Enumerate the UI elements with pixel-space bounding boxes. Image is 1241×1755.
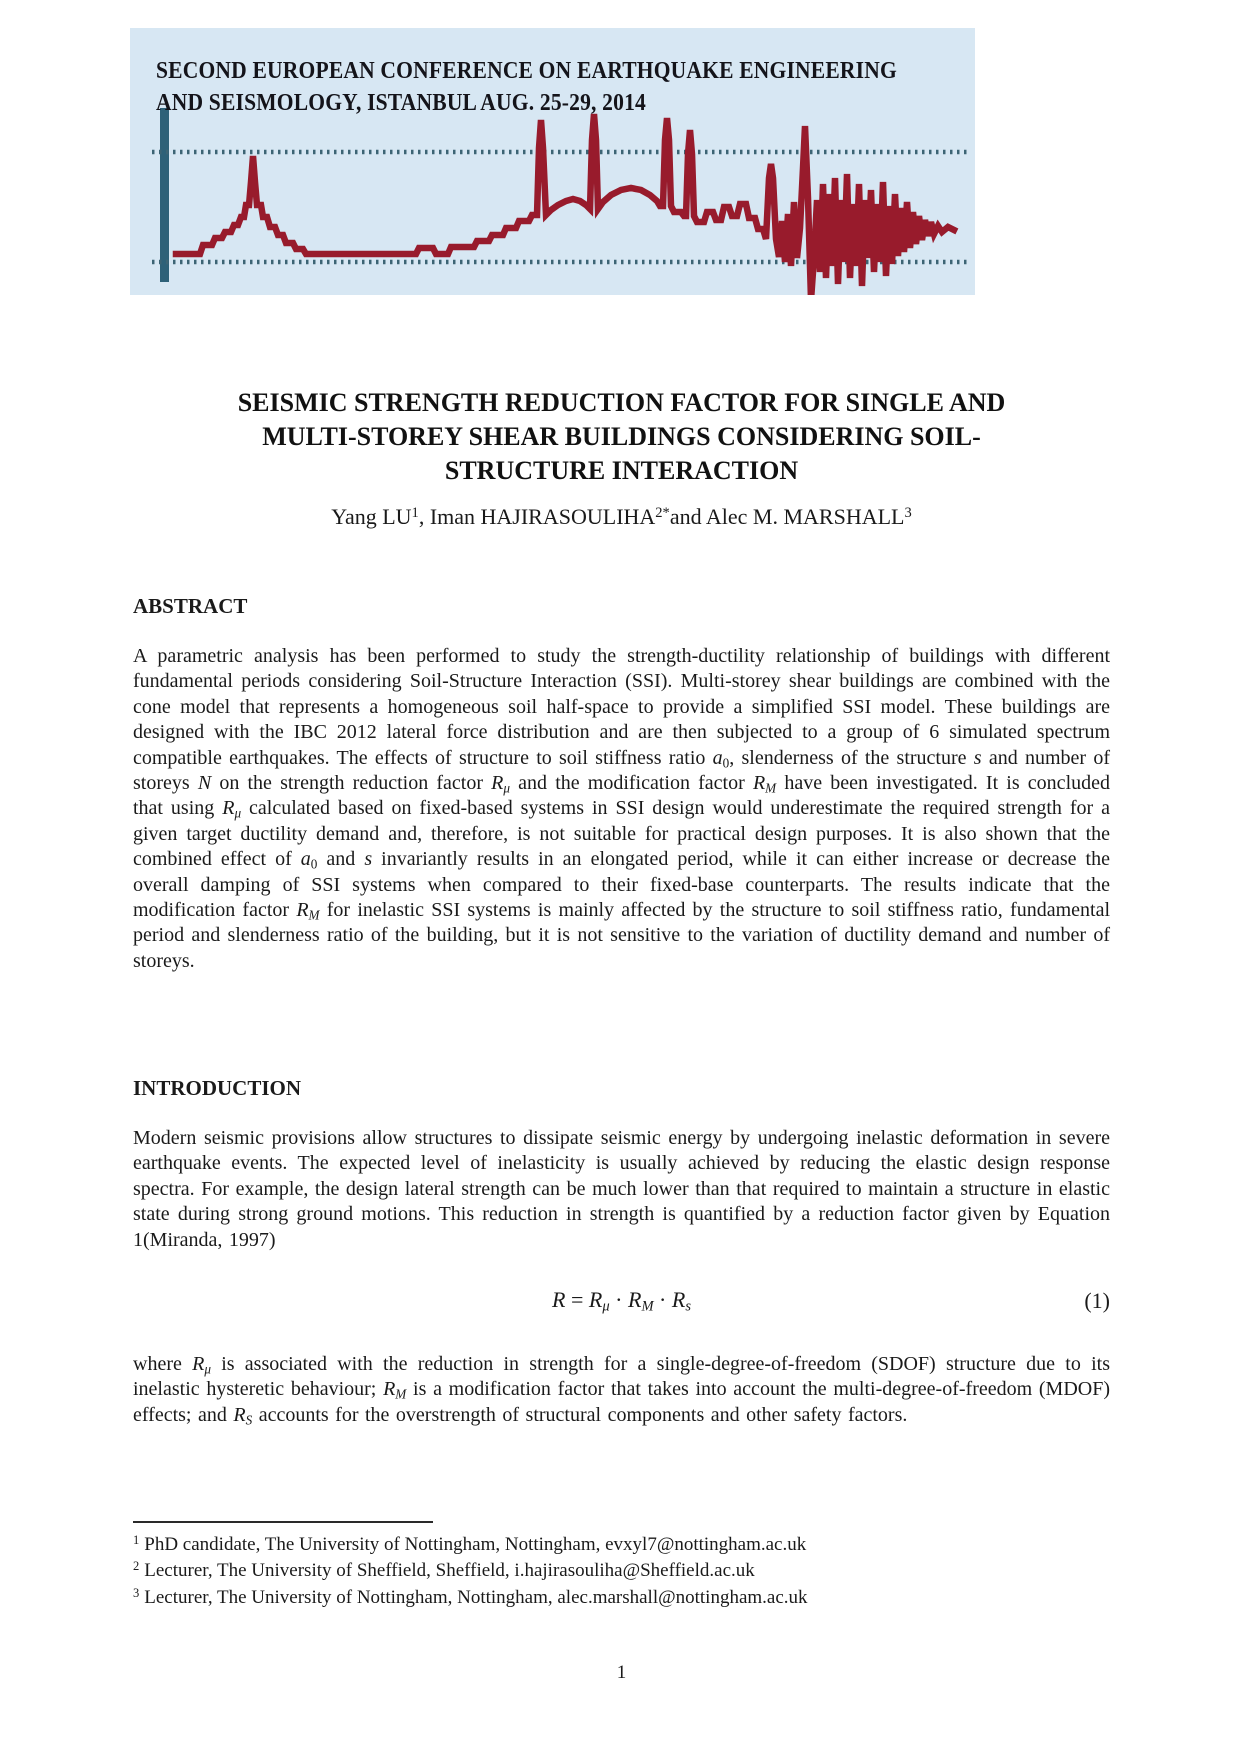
footnote-2-text: Lecturer, The University of Sheffield, Sheffield, i.hajirasouliha@Sheffield.ac.uk — [144, 1560, 755, 1582]
footnote-1-text: PhD candidate, The University of Nottingham, Nottingham, evxyl7@nottingham.ac.uk — [144, 1534, 807, 1555]
footnote-3-marker: 3 — [133, 1585, 140, 1600]
conference-banner — [130, 28, 975, 295]
footnote-1-marker: 1 — [133, 1532, 140, 1547]
footnote-separator — [133, 1521, 433, 1523]
footnote-2 — [133, 1558, 1110, 1584]
paper-title — [133, 386, 1110, 488]
introduction-heading: INTRODUCTION — [133, 1076, 302, 1100]
equation-formula: $R = R_\mu \cdot R_M \cdot R_s$ — [552, 1287, 691, 1315]
abstract-paragraph: A parametric analysis has been performed to study the strength-ductility relationship of buildings with different fundamental periods considering Soil-Structure Interaction (SSI). Multi-storey shear buildings are combined with the cone model that represents a homogeneous soil half-space to provide a simplified SSI model. These buildings are designed with the IBC 2012 lateral force distribution and are then subjected to a group of 6 simulated spectrum compatible earthquakes. The effects of structure to soil stiffness ratio $a_0$, slenderness of the structure s and number of storeys N on the strength reduction factor $R_\mu$ and the modification factor $R_M$ have been investigated. It is concluded that using $R_\mu$ calculated based on fixed-based systems in SSI design would underestimate the required strength for a given target ductility demand and, therefore, is not suitable for practical design purposes. It is also shown that the combined effect of $a_0$ and s invariantly results in an elongated period, while it can either increase or decrease the overall damping of SSI systems when compared to their fixed-base counterparts. The results indicate that the modification factor $R_M$ for inelastic SSI systems is mainly affected by the structure to soil stiffness ratio, fundamental period and slenderness ratio of the building, but it is not sensitive to the variation of ductility demand and number of storeys. — [133, 645, 1111, 972]
paper-title-line1: SEISMIC STRENGTH REDUCTION FACTOR FOR SINGLE AND — [237, 388, 1006, 417]
footnote-2-marker: 2 — [133, 1559, 140, 1574]
footnote-3-text: Lecturer, The University of Nottingham, Nottingham, alec.marshall@nottingham.ac.uk — [144, 1586, 808, 1608]
introduction-paragraph: Modern seismic provisions allow structures to dissipate seismic energy by undergoing inelastic deformation in severe earthquake events. The expected level of inelasticity is usually achieved by reducing the elastic design response spectra. For example, the design lateral strength can be much lower than that required to maintain a structure in elastic state during strong ground motions. This reduction in strength is quantified by a reduction factor given by Equation 1(Miranda, 1997) — [133, 1127, 1110, 1251]
conference-title — [156, 55, 897, 119]
page-number: 1 — [616, 1662, 627, 1683]
authors-line: Yang $LU^1$, Iman $HAJIRASOULIHA^{2*}and$ Alec M. MARSHALL$^3$ — [331, 504, 912, 529]
footnote-3 — [133, 1585, 1110, 1611]
where-paragraph: where $R_\mu$ is associated with the reduction in strength for a single-degree-of-freedom (SDOF) structure due to its inelastic hysteretic behaviour; $R_M$ is a modification factor that takes into account the multi-degree-of-freedom (MDOF) effects; and $R_S$ accounts for the overstrength of structural components and other safety factors. — [133, 1353, 1110, 1428]
conference-title-line1: SECOND EUROPEAN CONFERENCE ON EARTHQUAKE ENGINEERING — [156, 57, 897, 84]
abstract-heading: ABSTRACT — [133, 594, 248, 618]
equation-number: (1) — [1084, 1288, 1110, 1313]
axis-bar — [160, 108, 169, 282]
paper-title-line3: STRUCTURE INTERACTION — [444, 456, 799, 485]
footnote-1 — [133, 1532, 1110, 1558]
conference-title-line2: AND SEISMOLOGY, ISTANBUL AUG. 25-29, 2014 — [156, 89, 647, 116]
equation-1 — [133, 1287, 1110, 1313]
footnotes — [133, 1532, 1110, 1611]
paper-title-line2: MULTI-STOREY SHEAR BUILDINGS CONSIDERING SOIL- — [262, 422, 981, 451]
